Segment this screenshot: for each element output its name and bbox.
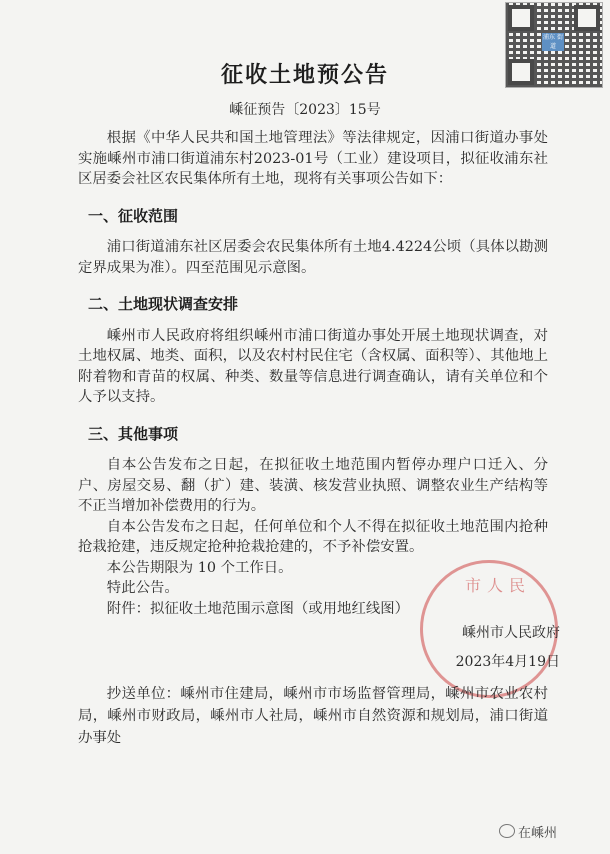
section-heading: 一、征收范围 bbox=[88, 206, 179, 225]
closing-text: 特此公告。 bbox=[106, 580, 179, 596]
seal-text: 市人民 bbox=[465, 576, 532, 595]
qr-corner bbox=[508, 5, 534, 31]
watermark-label: 在嵊州 bbox=[518, 826, 558, 841]
attachment-note: 附件：拟征收土地范围示意图（或用地红线图） bbox=[106, 600, 410, 617]
wechat-icon bbox=[499, 824, 515, 838]
qr-corner bbox=[574, 5, 600, 31]
document-body bbox=[78, 128, 548, 619]
intro-paragraph: 根据《中华人民共和国土地管理法》等法律规定，因浦口街道办事处实施嵊州市浦口街道浦东村2023-01号（工业）建设项目，拟征收浦东社区居委会社区农民集体所有土地，现将有关事项公告如下： bbox=[78, 130, 548, 187]
section-heading: 三、其他事项 bbox=[88, 424, 179, 443]
section-paragraph: 嵊州市人民政府将组织嵊州市浦口街道办事处开展土地现状调查，对土地权属、地类、面积，以及农村村民住宅（含权属、面积等）、其他地上附着物和青苗的权属、种类、数量等信息进行调查确认，请有关单位和个人予以支持。 bbox=[78, 327, 548, 405]
document-number: 嵊征预告〔2023〕15号 bbox=[229, 102, 381, 118]
qr-badge: 浦东 街道 bbox=[543, 34, 563, 50]
section-paragraph: 自本公告发布之日起，在拟征收土地范围内暂停办理户口迁入、分户、房屋交易、翻（扩）建、装潢、核发营业执照、调整农业生产结构等不正当增加补偿费用的行为。 bbox=[78, 457, 548, 514]
section-paragraph: 自本公告发布之日起，任何单位和个人不得在拟征收土地范围内抢种抢栽抢建，违反规定抢种抢栽抢建的，不予补偿安置。 bbox=[78, 518, 548, 555]
notice-period: 本公告期限为 10 个工作日。 bbox=[106, 559, 293, 576]
issuer-organization: 嵊州市人民政府 bbox=[462, 625, 560, 641]
issue-date: 2023年4月19日 bbox=[455, 654, 560, 670]
cc-list: 抄送单位：嵊州市住建局，嵊州市市场监督管理局，嵊州市农业农村局，嵊州市财政局，嵊州市人社局，嵊州市自然资源和规划局，浦口街道办事处 bbox=[78, 686, 548, 746]
section-heading: 二、土地现状调查安排 bbox=[88, 295, 239, 313]
section-paragraph: 浦口街道浦东社区居委会农民集体所有土地4.4224公顷（具体以勘测定界成果为准）。四至范围见示意图。 bbox=[78, 239, 548, 276]
page-title: 征收土地预公告 bbox=[220, 62, 389, 88]
